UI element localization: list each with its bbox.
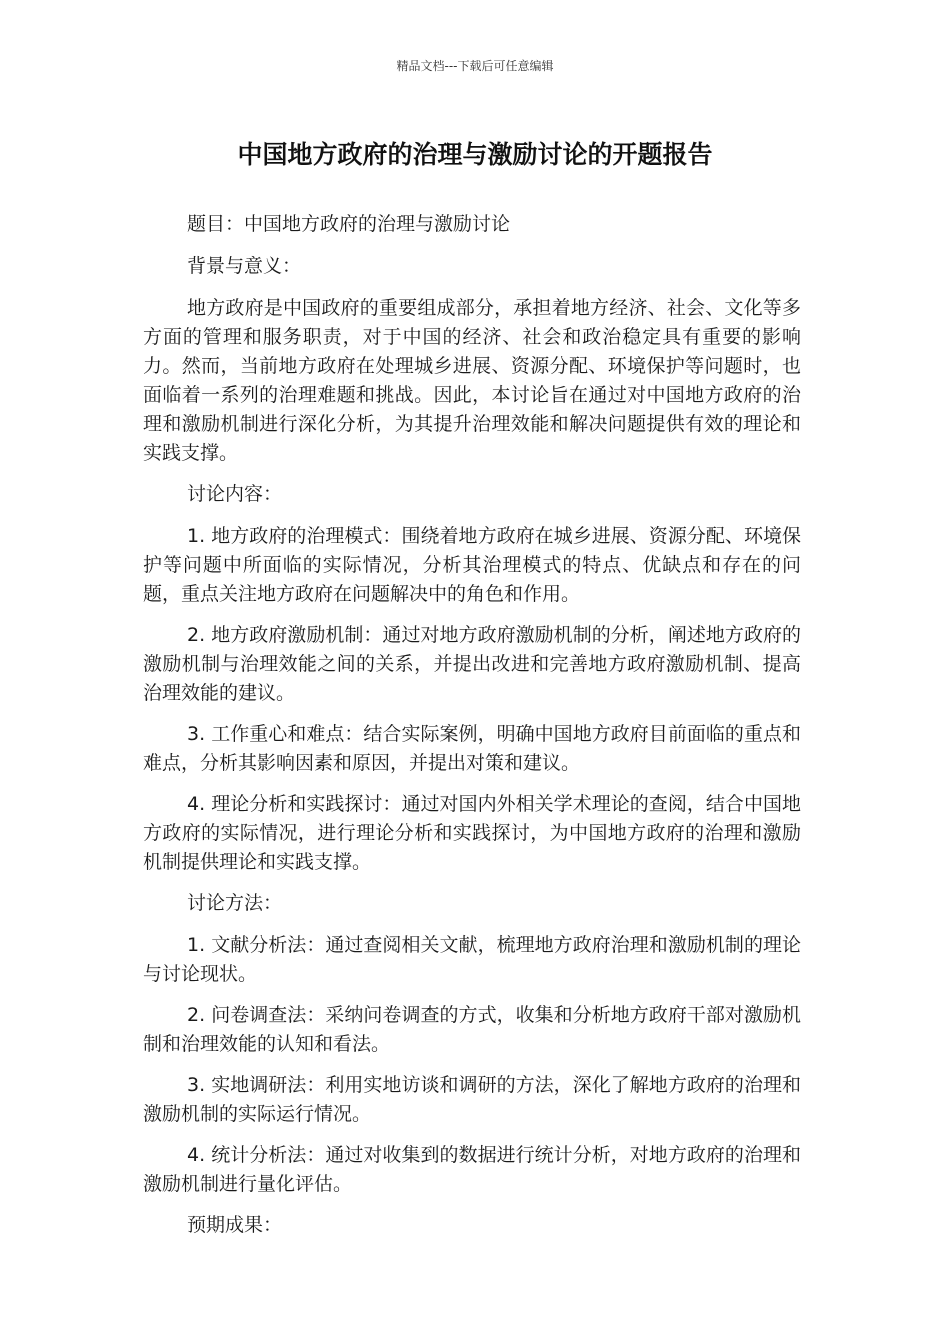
method-item-4: 4. 统计分析法：通过对收集到的数据进行统计分析，对地方政府的治理和激励机制进行量化评估。 bbox=[143, 1144, 801, 1195]
method-item-2: 2. 问卷调查法：采纳问卷调查的方式，收集和分析地方政府干部对激励机制和治理效能的认知和看法。 bbox=[143, 1004, 801, 1055]
content-item-3: 3. 工作重心和难点：结合实际案例，明确中国地方政府目前面临的重点和难点，分析其影响因素和原因，并提出对策和建议。 bbox=[143, 723, 801, 774]
content-item-1: 1. 地方政府的治理模式：围绕着地方政府在城乡进展、资源分配、环境保护等问题中所面临的实际情况，分析其治理模式的特点、优缺点和存在的问题，重点关注地方政府在问题解决中的角色和作用。 bbox=[143, 525, 801, 605]
method-item-1: 1. 文献分析法：通过查阅相关文献，梳理地方政府治理和激励机制的理论与讨论现状。 bbox=[143, 934, 801, 985]
document-title: 中国地方政府的治理与激励讨论的开题报告 bbox=[237, 140, 713, 169]
page-header-watermark: 精品文档---下载后可任意编辑 bbox=[396, 59, 554, 73]
method-item-3: 3. 实地调研法：利用实地访谈和调研的方法，深化了解地方政府的治理和激励机制的实际运行情况。 bbox=[143, 1074, 801, 1125]
topic-line: 题目：中国地方政府的治理与激励讨论 bbox=[187, 213, 511, 235]
content-item-4: 4. 理论分析和实践探讨：通过对国内外相关学术理论的查阅，结合中国地方政府的实际情况，进行理论分析和实践探讨，为中国地方政府的治理和激励机制提供理论和实践支撑。 bbox=[143, 793, 801, 873]
content-item-2: 2. 地方政府激励机制：通过对地方政府激励机制的分析，阐述地方政府的激励机制与治理效能之间的关系，并提出改进和完善地方政府激励机制、提高治理效能的建议。 bbox=[143, 624, 801, 704]
document-body bbox=[143, 210, 801, 1253]
background-paragraph: 地方政府是中国政府的重要组成部分，承担着地方经济、社会、文化等多方面的管理和服务职责，对于中国的经济、社会和政治稳定具有重要的影响力。然而，当前地方政府在处理城乡进展、资源分配、环境保护等问题时，也面临着一系列的治理难题和挑战。因此，本讨论旨在通过对中国地方政府的治理和激励机制进行深化分析，为其提升治理效能和解决问题提供有效的理论和实践支撑。 bbox=[143, 297, 801, 464]
content-heading: 讨论内容： bbox=[187, 483, 283, 505]
background-heading: 背景与意义： bbox=[187, 255, 302, 277]
method-heading: 讨论方法： bbox=[187, 892, 283, 914]
results-heading: 预期成果： bbox=[187, 1214, 283, 1236]
